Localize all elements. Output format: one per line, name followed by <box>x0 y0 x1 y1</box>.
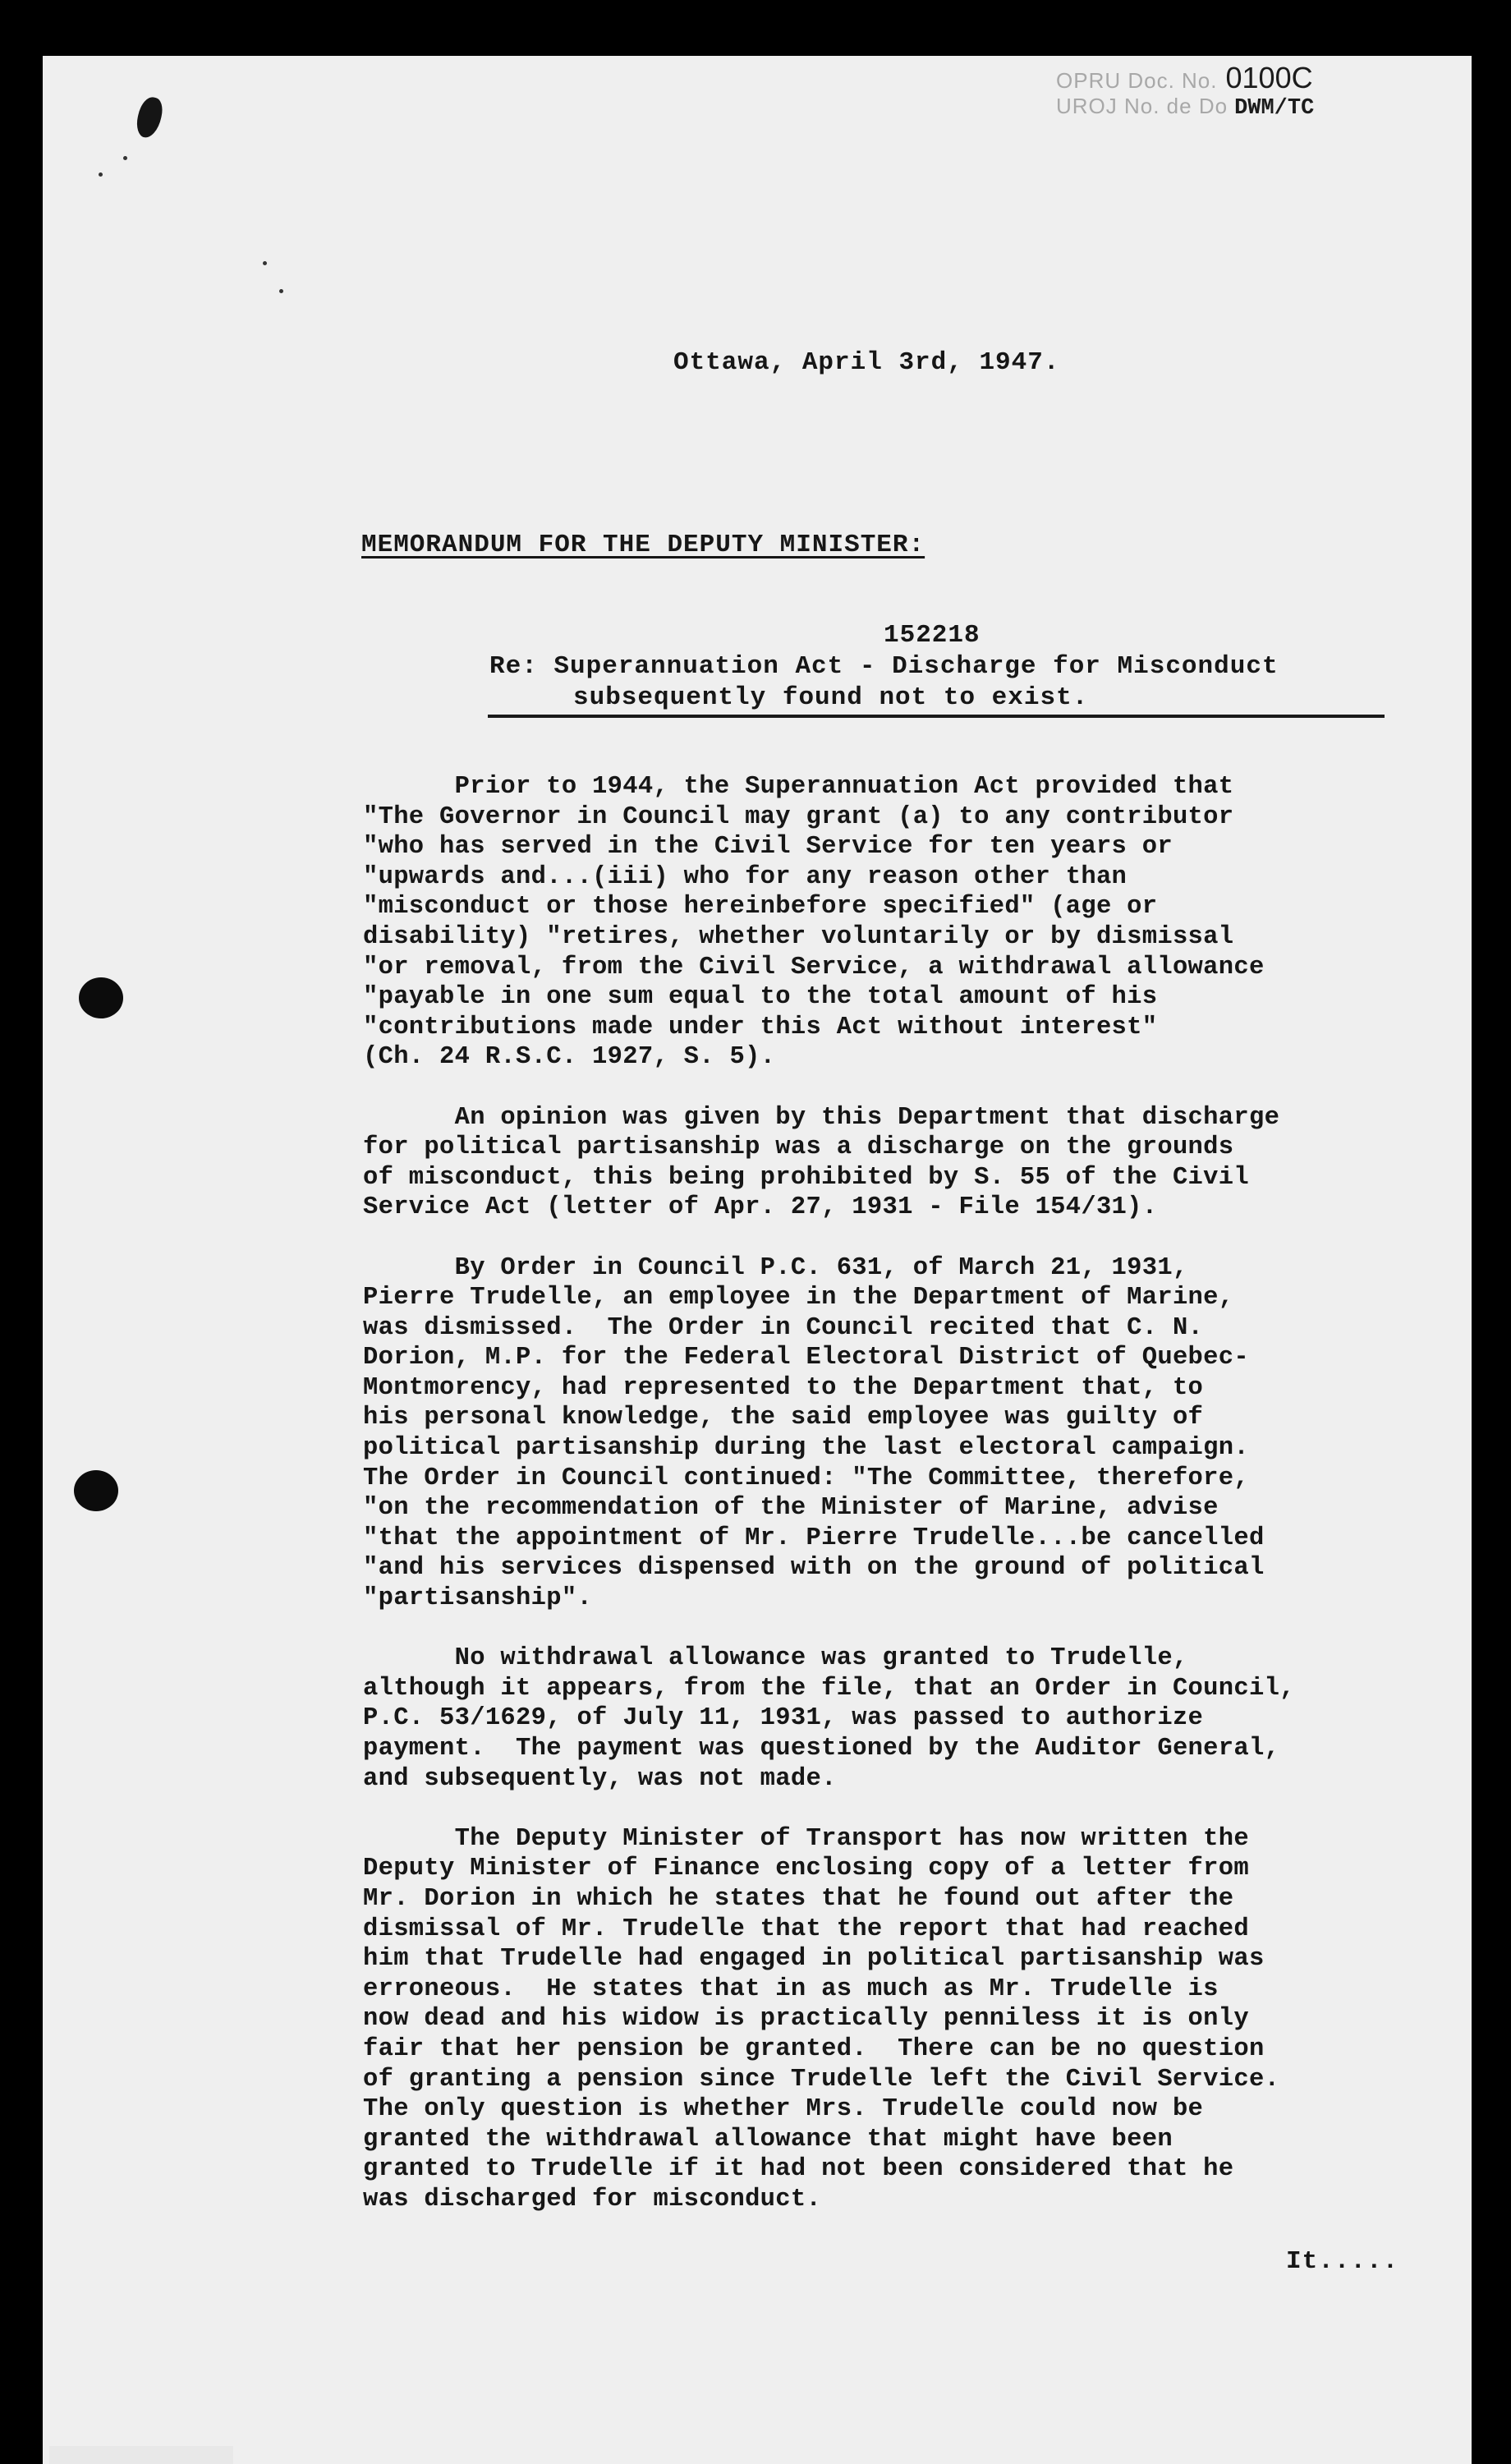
text-line: (Ch. 24 R.S.C. 1927, S. 5). <box>363 1043 776 1072</box>
text-line: and subsequently, was not made. <box>363 1764 837 1793</box>
text-line: "The Governor in Council may grant (a) to any contributor <box>363 802 1234 831</box>
text-line: dismissal of Mr. Trudelle that the report that had reached <box>363 1915 1249 1943</box>
stamp-doc-no-label: OPRU Doc. No. <box>1056 68 1218 93</box>
memo-body <box>363 772 1472 2245</box>
punch-hole-top <box>79 977 123 1018</box>
paragraph <box>363 1824 1472 2215</box>
speck <box>123 156 127 160</box>
text-line: "or removal, from the Civil Service, a withdrawal allowance <box>363 953 1265 981</box>
text-line: By Order in Council P.C. 631, of March 21, 1931, <box>363 1253 1188 1282</box>
text-line: payment. The payment was questioned by the Auditor General, <box>363 1735 1280 1763</box>
text-line: Pierre Trudelle, an employee in the Department of Marine, <box>363 1284 1234 1312</box>
text-line: "payable in one sum equal to the total amount of his <box>363 983 1158 1012</box>
text-line: "who has served in the Civil Service for ten years or <box>363 833 1173 862</box>
film-label <box>49 2446 233 2464</box>
text-line: him that Trudelle had engaged in political partisanship was <box>363 1945 1265 1974</box>
text-line: The only question is whether Mrs. Trudelle could now be <box>363 2095 1204 2124</box>
text-line: granted the withdrawal allowance that might have been <box>363 2125 1173 2154</box>
dateline: Ottawa, April 3rd, 1947. <box>673 348 1060 377</box>
text-line: political partisanship during the last electoral campaign. <box>363 1434 1249 1463</box>
text-line: Prior to 1944, the Superannuation Act provided that <box>363 773 1234 801</box>
file-number: 152218 <box>884 621 981 650</box>
stamp-initials: DWM/TC <box>1234 96 1315 121</box>
text-line: Mr. Dorion in which he states that he found out after the <box>363 1884 1234 1913</box>
paragraph <box>363 772 1472 1073</box>
text-line: "contributions made under this Act without interest" <box>363 1013 1158 1041</box>
text-line: now dead and his widow is practically penniless it is only <box>363 2005 1249 2034</box>
text-line: for political partisanship was a discharge on the grounds <box>363 1133 1234 1162</box>
text-line: Dorion, M.P. for the Federal Electoral District of Quebec- <box>363 1344 1249 1372</box>
subject-underline <box>488 715 1385 718</box>
subject-line-2: subsequently found not to exist. <box>573 683 1089 712</box>
text-line: although it appears, from the file, that an Order in Council, <box>363 1674 1295 1703</box>
paragraph <box>363 1643 1472 1794</box>
text-line: No withdrawal allowance was granted to Trudelle, <box>363 1644 1188 1673</box>
text-line: Montmorency, had represented to the Department that, to <box>363 1373 1204 1402</box>
stamp-doc-no-value: 0100C <box>1225 61 1313 94</box>
archive-stamp <box>1056 61 1434 126</box>
paragraph <box>363 1253 1472 1614</box>
text-line: The Deputy Minister of Transport has now written the <box>363 1824 1249 1853</box>
paragraph <box>363 1103 1472 1223</box>
text-line: The Order in Council continued: "The Committee, therefore, <box>363 1464 1249 1492</box>
continuation-marker: It..... <box>1286 2247 1399 2276</box>
text-line: erroneous. He states that in as much as Mr. Trudelle is <box>363 1974 1219 2003</box>
subject-line-1: Re: Superannuation Act - Discharge for Misconduct <box>489 652 1279 681</box>
text-line: was discharged for misconduct. <box>363 2185 822 2213</box>
text-line: "partisanship". <box>363 1584 593 1613</box>
stamp-ref-label: UROJ No. de Do <box>1056 94 1229 118</box>
text-line: "misconduct or those hereinbefore specified" (age or <box>363 893 1158 922</box>
punch-hole-bottom <box>74 1470 118 1511</box>
memo-title: MEMORANDUM FOR THE DEPUTY MINISTER: <box>361 531 925 559</box>
text-line: his personal knowledge, the said employee was guilty of <box>363 1404 1204 1432</box>
text-line: An opinion was given by this Department that discharge <box>363 1103 1280 1132</box>
stamp-line-1 <box>1056 61 1434 94</box>
stamp-line-2 <box>1056 94 1434 126</box>
text-line: "on the recommendation of the Minister of Marine, advise <box>363 1494 1219 1523</box>
speck <box>263 261 267 265</box>
speck <box>279 289 283 293</box>
text-line: "upwards and...(iii) who for any reason other than <box>363 862 1128 891</box>
text-line: Service Act (letter of Apr. 27, 1931 - File 154/31). <box>363 1193 1158 1222</box>
text-line: of misconduct, this being prohibited by S. 55 of the Civil <box>363 1163 1249 1192</box>
text-line: was dismissed. The Order in Council recited that C. N. <box>363 1313 1204 1342</box>
text-line: "and his services dispensed with on the ground of political <box>363 1554 1265 1583</box>
text-line: "that the appointment of Mr. Pierre Trudelle...be cancelled <box>363 1524 1265 1552</box>
text-line: P.C. 53/1629, of July 11, 1931, was passed to authorize <box>363 1704 1204 1733</box>
text-line: Deputy Minister of Finance enclosing copy of a letter from <box>363 1855 1249 1883</box>
text-line: of granting a pension since Trudelle left the Civil Service. <box>363 2065 1280 2094</box>
text-line: fair that her pension be granted. There can be no question <box>363 2034 1265 2063</box>
text-line: granted to Trudelle if it had not been considered that he <box>363 2155 1234 2184</box>
text-line: disability) "retires, whether voluntarily or by dismissal <box>363 922 1234 951</box>
speck <box>99 172 103 177</box>
